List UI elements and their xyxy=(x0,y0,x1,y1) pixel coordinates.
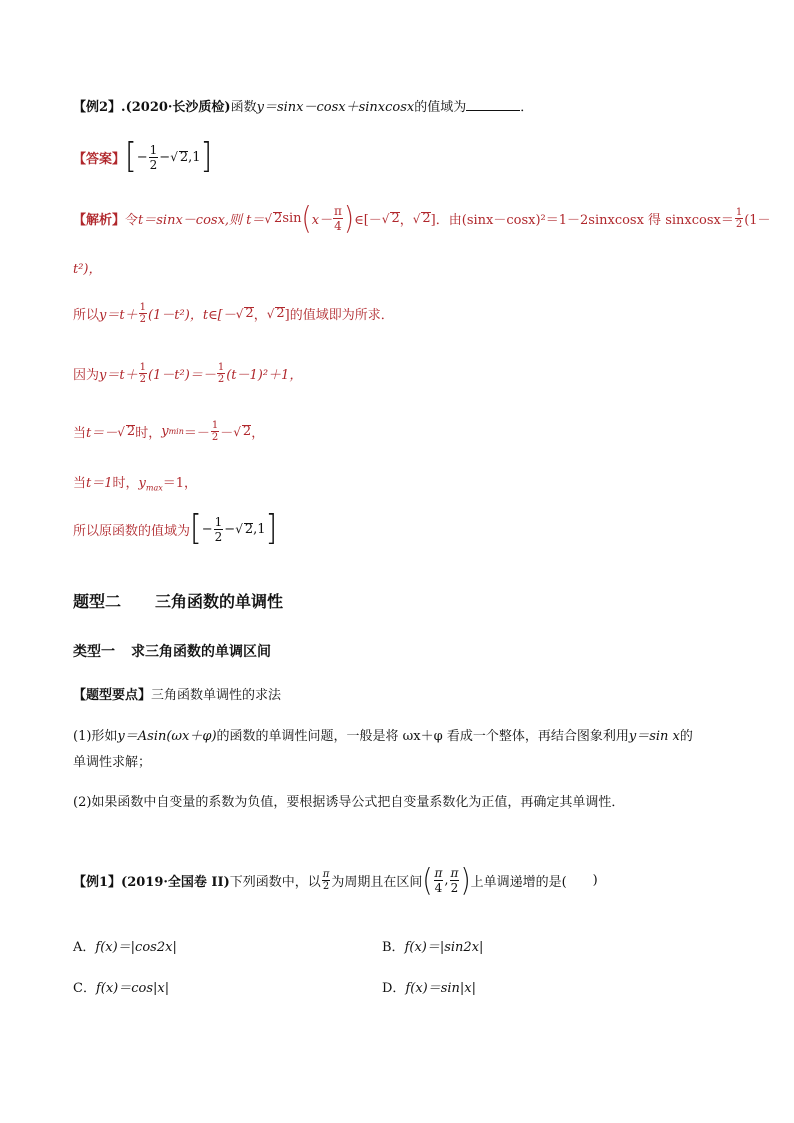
key-point-2: (2)如果函数中自变量的系数为负值，要根据诱导公式把自变量系数化为正值，再确定其单调性． xyxy=(73,795,625,810)
example2-formula: y＝sinx－cosx＋sinxcosx xyxy=(256,100,415,115)
example2-text-b: 的值域为 xyxy=(414,100,467,115)
example2-question xyxy=(73,96,533,115)
right-bracket: ] xyxy=(200,136,213,177)
sqrt-two: 2 xyxy=(179,149,189,165)
example2-end: ． xyxy=(520,100,534,115)
answer-label: 【答案】 xyxy=(73,151,126,167)
analysis-line-3: 所以 y＝t＋ $\frac{1}{2}$ (1－t²)，t∈[－ √ 2 ， √ 2 ]的值域即为所求． xyxy=(73,302,394,325)
key-point-1-cont: 单调性求解； xyxy=(73,755,152,770)
subsection-title: 类型一 xyxy=(73,644,115,660)
analysis-line-5: 当 t＝－ √ 2 时， y min ＝－ $\frac{1}{2}$ － √ 2 ， xyxy=(73,420,265,443)
analysis-line-4: 因为 y＝t＋ $\frac{1}{2}$ (1－t²)＝－ $\frac{1}{2}$ (t－1)²＋1， xyxy=(73,362,303,385)
analysis-line-2: t²)， xyxy=(73,262,102,277)
subsection-heading xyxy=(73,641,271,661)
option-b[interactable]: B．f(x)＝|sin2x| xyxy=(382,940,484,955)
example2-tag: 【例2】. xyxy=(73,100,126,115)
answer-blank xyxy=(466,98,520,111)
option-c[interactable]: C．f(x)＝cos|x| xyxy=(73,981,170,996)
example1-tag: 【例1】 xyxy=(73,875,122,890)
option-a[interactable]: A．f(x)＝|cos2x| xyxy=(73,940,177,955)
fraction-half: $\frac{1}{2}$ xyxy=(149,142,158,172)
analysis-line-6: 当t＝1时，$y_{max}=1$， xyxy=(73,476,198,493)
fraction-pi-4: $\frac{\pi}{4}$ xyxy=(334,204,342,233)
example1-source: (2019·全国卷 II) xyxy=(121,875,230,890)
section-heading xyxy=(73,589,283,612)
answer-minus: − xyxy=(136,149,148,165)
section-title: 题型二 xyxy=(73,592,122,611)
example2-text-a: 函数 xyxy=(230,100,257,115)
left-bracket: [ xyxy=(125,136,137,177)
subsection-name: 求三角函数的单调区间 xyxy=(131,644,271,660)
key-points-heading: 【题型要点】三角函数单调性的求法 xyxy=(73,688,282,703)
example2-source: (2020·长沙质检) xyxy=(125,100,231,115)
section-name: 三角函数的单调性 xyxy=(155,592,284,611)
example1-question: 【例1】 (2019·全国卷 II) 下列函数中，以 $\frac{\pi}{2}$ 为周期且在区间 ( $\frac{\pi}{4}$ , $\frac{\pi}{2}$ ) 上单调递增的是( ) xyxy=(73,862,598,899)
analysis-line-7: 所以原函数的值域为 [ − $\frac{1}{2}$ − √ 2 ,1 ] xyxy=(73,508,278,549)
key-points-label: 【题型要点】 xyxy=(73,688,152,703)
answer-tail: ,1 xyxy=(188,149,201,165)
analysis-label: 【解析】 xyxy=(73,213,126,228)
answer-line: 【答案】 [ − $\frac{1}{2}$ − √ 2 ,1 ] xyxy=(73,136,213,177)
analysis-line-1: 【解析】 令 t＝sinx－cosx,则 t＝ √ 2 sin ( x－ $\frac{\pi}{4}$ ) ∈[－ √ 2 ， √ 2 ]．由(sinx－cosx)²＝1－2sinxcosx 得 sinxcosx＝ $\frac{1}{2}$ (1－ xyxy=(73,200,771,237)
key-point-1: (1)形如y＝Asin(ωx＋φ)的函数的单调性问题，一般是将 ωx＋φ 看成一个整体，再结合图象利用y＝sin x的 xyxy=(73,729,693,744)
option-d[interactable]: D．f(x)＝sin|x| xyxy=(382,981,477,996)
